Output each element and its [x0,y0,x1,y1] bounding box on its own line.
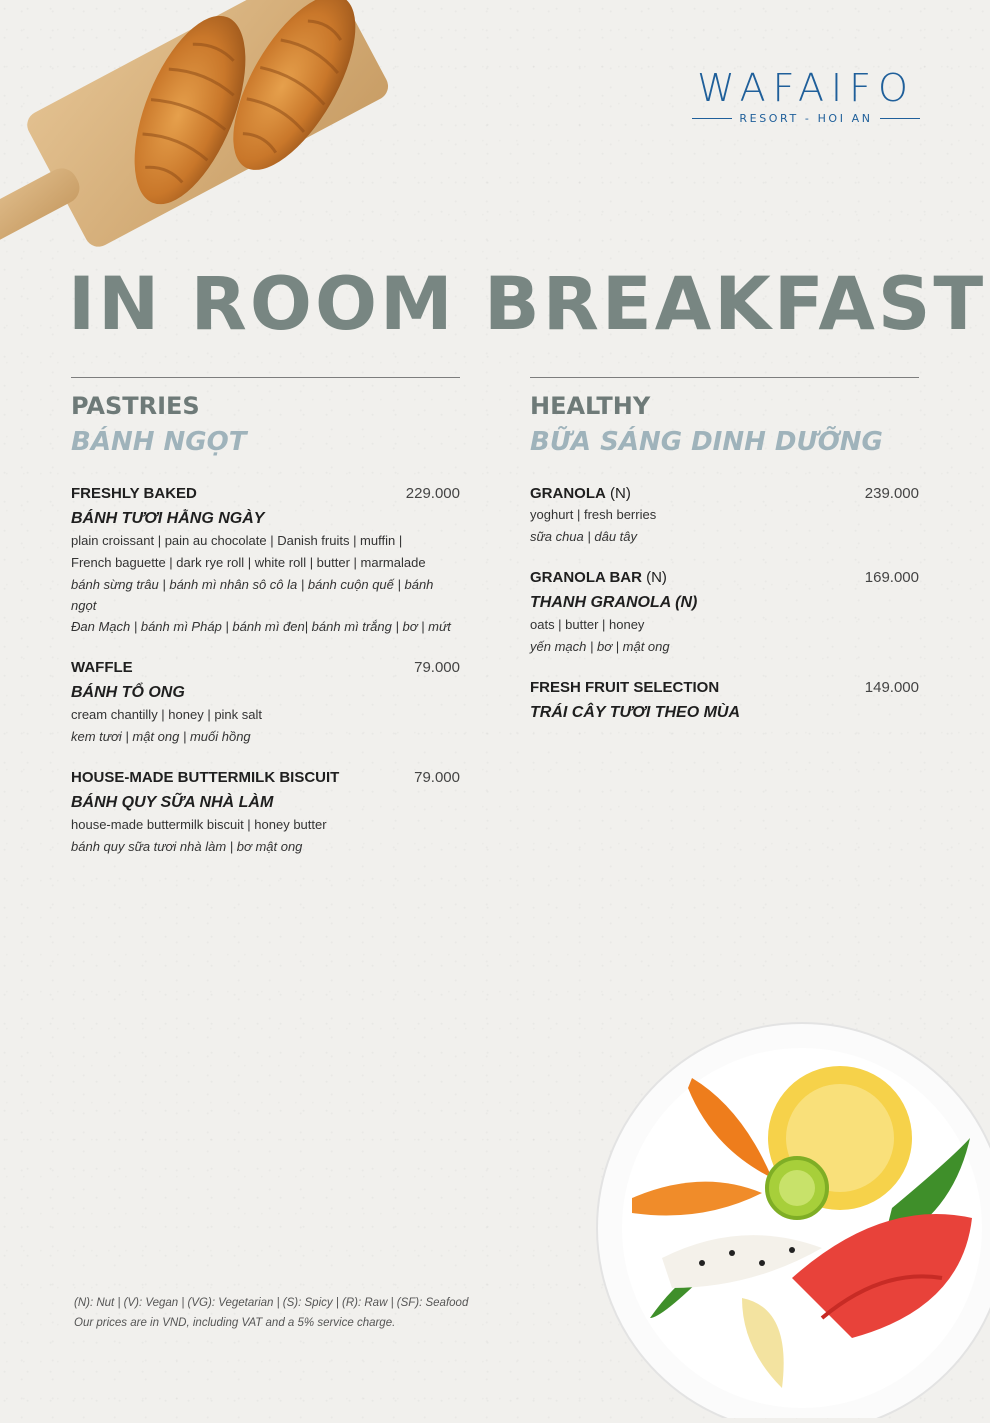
brand-subtitle-row [692,112,920,125]
section-pastries [71,377,460,878]
section-title-vi: BÁNH NGỌT [71,427,247,457]
item-description: French baguette | dark rye roll | white roll | butter | marmalade [71,555,426,570]
item-price: 169.000 [864,569,919,586]
item-price: 229.000 [405,485,460,502]
item-name-vi: BÁNH TỔ ONG [71,684,185,701]
item-name: FRESH FRUIT SELECTION [530,679,720,696]
menu-item-fresh-fruit [530,678,919,724]
item-description-vi: sữa chua | dâu tây [530,529,638,544]
item-name: WAFFLE [71,659,133,676]
brand-logo [692,66,920,125]
item-description: yoghurt | fresh berries [530,507,657,522]
item-name: FRESHLY BAKED [71,485,197,502]
item-price: 79.000 [414,769,460,786]
item-name: GRANOLA BAR (N) [530,569,667,586]
item-price: 79.000 [414,659,460,676]
item-description-vi: kem tươi | mật ong | muối hồng [71,729,251,744]
logo-divider-right [880,118,920,120]
item-description-vi: yến mạch | bơ | mật ong [530,639,670,654]
section-divider [530,377,919,378]
price-note: Our prices are in VND, including VAT and a 5% service charge. [74,1317,396,1329]
brand-name: WAFAIFO [697,66,915,110]
item-description-vi: bánh quy sữa tươi nhà làm | bơ mật ong [71,839,303,854]
item-description: oats | butter | honey [530,617,645,632]
item-description: plain croissant | pain au chocolate | Danish fruits | muffin | [71,533,403,548]
item-allergen-note: (N) [605,485,631,502]
footer-notes [74,1293,534,1333]
menu-item-freshly-baked [71,484,460,637]
allergen-legend: (N): Nut | (V): Vegan | (VG): Vegetarian | (S): Spicy | (R): Raw | (SF): Seafood [74,1297,469,1309]
page-title: IN ROOM BREAKFAST [68,262,987,347]
menu-item-granola [530,484,919,547]
logo-divider-left [692,118,732,120]
item-name-vi: BÁNH TƯƠI HẰNG NGÀY [71,510,265,527]
item-description: cream chantilly | honey | pink salt [71,707,263,722]
item-price: 149.000 [864,679,919,696]
section-healthy [530,377,919,745]
item-description: house-made buttermilk biscuit | honey butter [71,817,327,832]
item-allergen-note: (N) [641,569,667,586]
section-title-vi: BỮA SÁNG DINH DƯỠNG [530,427,883,457]
brand-subtitle: RESORT - HOI AN [739,112,873,125]
item-description-vi: Đan Mạch | bánh mì Pháp | bánh mì đen| bánh mì trắng | bơ | mứt [71,619,451,634]
item-name-vi: BÁNH QUY SỮA NHÀ LÀM [71,794,274,811]
section-divider [71,377,460,378]
item-description-vi: bánh sừng trâu | bánh mì nhân sô cô la | bánh cuộn quế | bánh ngọt [71,577,434,613]
item-name: GRANOLA (N) [530,485,631,502]
menu-item-buttermilk-biscuit [71,768,460,857]
item-name-vi: THANH GRANOLA (N) [530,594,698,611]
item-name-vi: TRÁI CÂY TƯƠI THEO MÙA [530,704,741,721]
item-price: 239.000 [864,485,919,502]
fruit-plate-image [592,1018,990,1418]
menu-item-granola-bar [530,568,919,657]
section-title-en: HEALTHY [530,392,651,420]
item-name: HOUSE-MADE BUTTERMILK BISCUIT [71,769,340,786]
section-title-en: PASTRIES [71,392,200,420]
croissant-board-image [0,0,440,260]
menu-item-waffle [71,658,460,747]
